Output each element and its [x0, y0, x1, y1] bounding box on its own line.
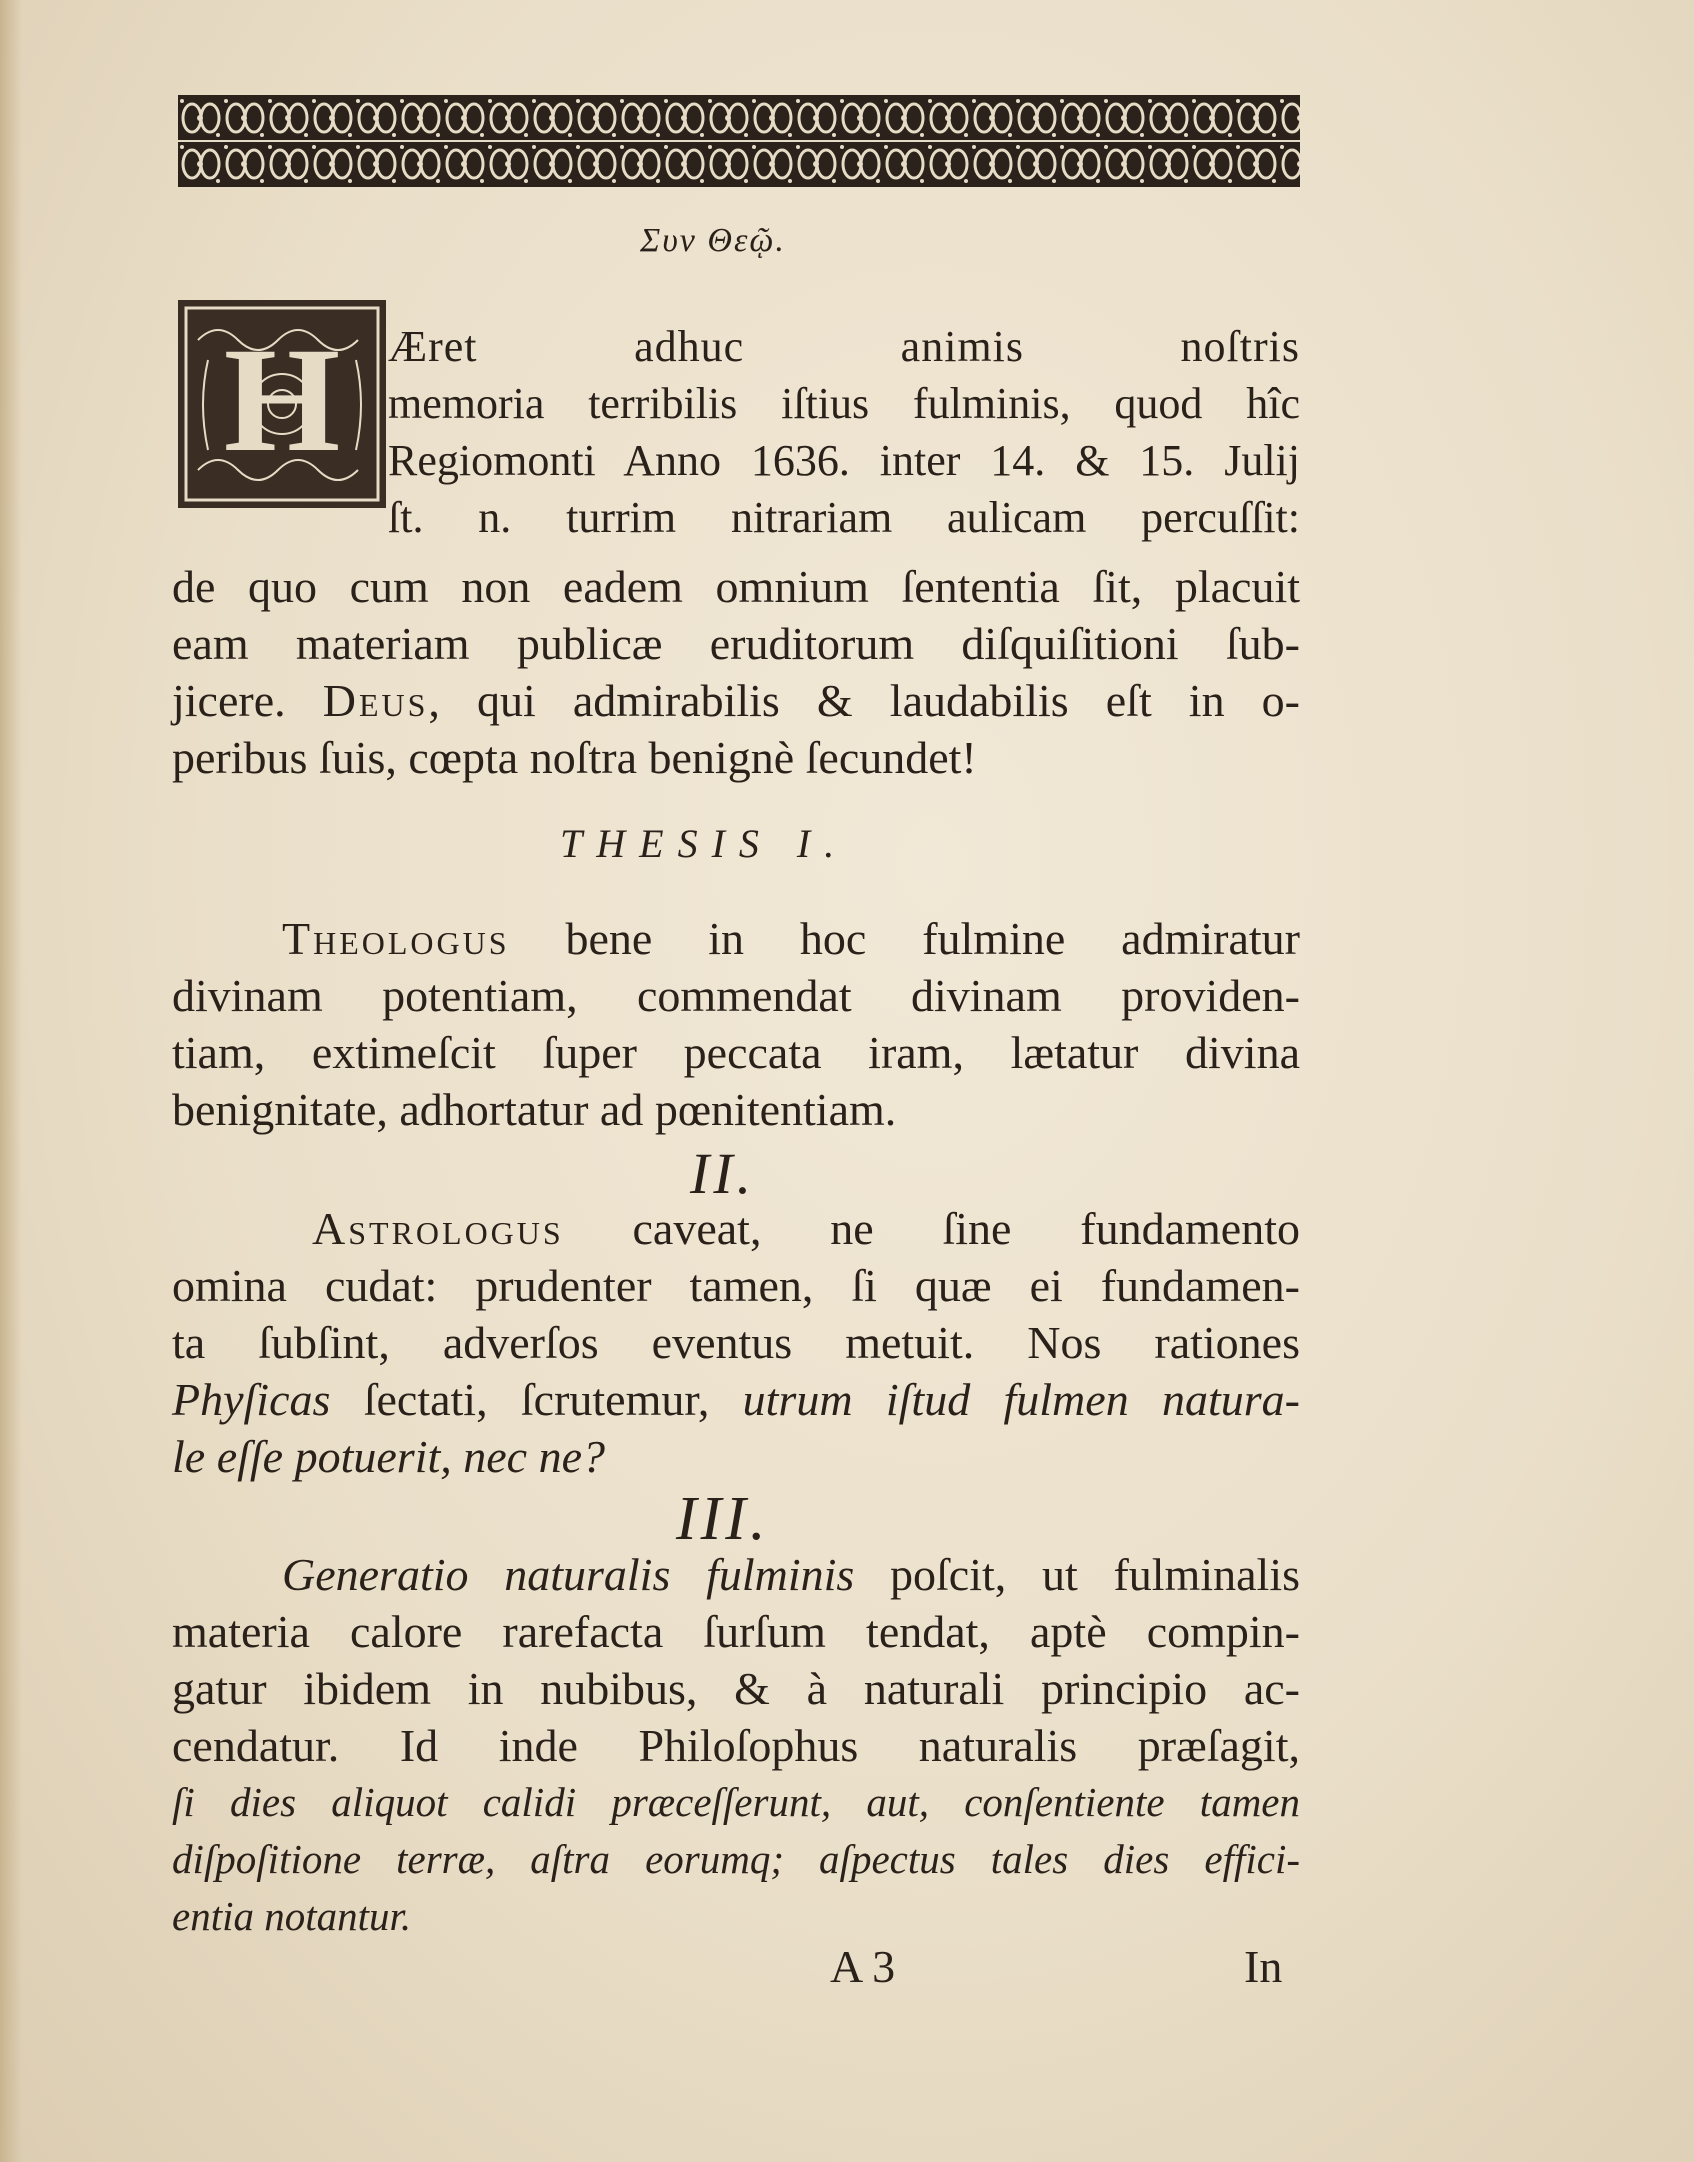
thesis-3-line-7: entia notantur.	[172, 1893, 412, 1939]
thesis-1-line-1-rest: bene in hoc fulmine admiratur	[509, 913, 1300, 964]
thesis-1-line-1	[172, 910, 1300, 967]
thesis-2-line-3: ta ſubſint, adverſos eventus metuit. Nos rationes	[172, 1317, 1300, 1368]
thesis-3-italic-lead: Generatio naturalis fulminis	[282, 1549, 855, 1600]
thesis-2-line-5: le eſſe potuerit, nec ne?	[172, 1431, 606, 1482]
intro-line-9: peribus ſuis, cœpta noſtra benignè ſecundet!	[172, 732, 977, 783]
thesis-2-line-4-rest: ſectati, ſcrutemur,	[330, 1374, 743, 1425]
intro-line-4: ſt. n. turrim nitrariam aulicam percuſſit:	[388, 493, 1300, 542]
heading-greek: Συν Θεῷ.	[640, 222, 786, 259]
thesis-3-line-1	[172, 1546, 1300, 1603]
intro-paragraph	[172, 558, 1300, 786]
intro-line-6: eam materiam publicæ eruditorum diſquiſitioni ſub-	[172, 618, 1300, 669]
intro-line-2: memoria terribilis iſtius fulminis, quod hîc	[388, 379, 1300, 428]
numeral-3: III.	[676, 1485, 770, 1553]
intro-line-3: Regiomonti Anno 1636. inter 14. & 15. Julij	[388, 436, 1300, 485]
intro-line-1: Æret adhuc animis noſtris	[388, 322, 1300, 371]
thesis-2-line-1	[172, 1200, 1300, 1257]
intro-line-8	[172, 672, 1300, 729]
thesis-3-line-2: materia calore rarefacta ſurſum tendat, aptè compin-	[172, 1606, 1300, 1657]
thesis-1-paragraph	[172, 910, 1300, 1138]
dropcap-letter: H	[223, 317, 341, 483]
theologus-word: Theologus	[282, 913, 510, 964]
thesis-1-line-2: divinam potentiam, commendat divinam providen-	[172, 970, 1300, 1021]
decorated-initial	[178, 300, 386, 508]
thesis-3-line-5: ſi dies aliquot calidi præceſſerunt, aut, conſentiente tamen	[172, 1779, 1300, 1825]
thesis-heading: THESIS I.	[560, 821, 849, 866]
thesis-3-line-3: gatur ibidem in nubibus, & à naturali principio ac-	[172, 1663, 1300, 1714]
physicas-word: Phyſicas	[172, 1374, 331, 1425]
ornamental-border-band	[178, 95, 1300, 187]
thesis-3-line-4: cendatur. Id inde Philoſophus naturalis præſagit,	[172, 1720, 1300, 1771]
intro-indented-lines	[388, 318, 1300, 546]
thesis-3-line-1-rest: poſcit, ut fulminalis	[854, 1549, 1300, 1600]
thesis-3-line-6: diſpoſitione terræ, aſtra eorumq; aſpectus tales dies effici-	[172, 1836, 1300, 1882]
thesis-2-line-1-rest: caveat, ne ſine fundamento	[563, 1203, 1300, 1254]
numeral-2: II.	[690, 1141, 756, 1206]
thesis-1-line-4: benignitate, adhortatur ad pœnitentiam.	[172, 1084, 897, 1135]
signature-mark: A 3	[830, 1941, 896, 1992]
thesis-2-paragraph	[172, 1200, 1300, 1485]
intro-line-8-rest: , qui admirabilis & laudabilis eſt in o-	[428, 675, 1300, 726]
catchword: In	[1244, 1941, 1283, 1992]
astrologus-word: Astrologus	[312, 1203, 564, 1254]
thesis-2-line-4-italic: utrum iſtud fulmen natura-	[742, 1374, 1300, 1425]
thesis-1-line-3: tiam, extimeſcit ſuper peccata iram, lætatur divina	[172, 1027, 1300, 1078]
deus-word: Deus	[322, 675, 429, 726]
intro-line-5: de quo cum non eadem omnium ſententia ſit, placuit	[172, 561, 1300, 612]
thesis-2-line-2: omina cudat: prudenter tamen, ſi quæ ei fundamen-	[172, 1260, 1300, 1311]
thesis-3-paragraph	[172, 1546, 1300, 1945]
thesis-2-line-4	[172, 1371, 1300, 1428]
intro-line-7: jicere.	[172, 675, 286, 726]
